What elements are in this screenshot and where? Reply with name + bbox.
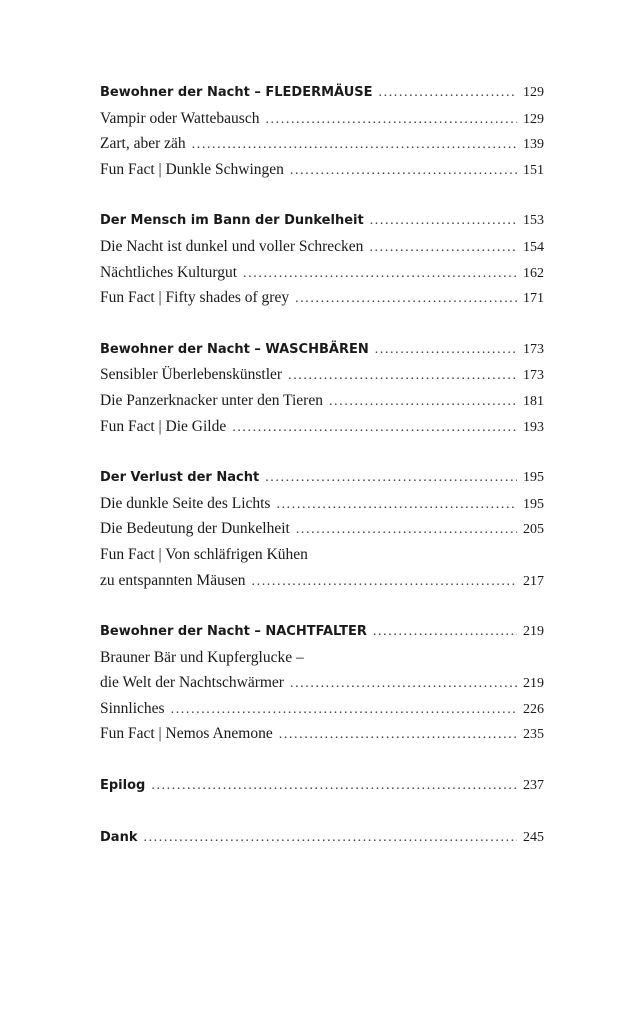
toc-entry[interactable] — [100, 157, 544, 183]
toc-entry[interactable] — [100, 106, 544, 132]
dot-leader — [290, 158, 517, 184]
toc-entry[interactable] — [100, 491, 544, 517]
toc-entry-title: Fun Fact | Die Gilde — [100, 417, 227, 435]
toc-entry[interactable] — [100, 234, 544, 260]
toc-page-number: 193 — [523, 419, 544, 435]
toc-page-number: 173 — [523, 368, 544, 384]
toc-entry[interactable] — [100, 285, 544, 311]
toc-page-number: 181 — [523, 393, 544, 409]
toc-section — [100, 80, 544, 182]
toc-entry-title: Sensibler Überlebenskünstler — [100, 366, 283, 384]
toc-entry-title: die Welt der Nachtschwärmer — [100, 674, 284, 692]
toc-entry-title: Die Nacht ist dunkel und voller Schrecken — [100, 237, 364, 255]
toc-entry[interactable] — [100, 362, 544, 388]
dot-leader — [265, 465, 517, 491]
toc-chapter-entry[interactable] — [100, 825, 544, 851]
dot-leader — [290, 671, 517, 697]
toc-page-number: 129 — [523, 111, 544, 127]
dot-leader — [373, 619, 517, 645]
toc-entry-title: Sinnliches — [100, 699, 165, 717]
toc-entry-title: zu entspannten Mäusen — [100, 571, 246, 589]
toc-entry-title: Bewohner der Nacht – FLEDERMÄUSE — [100, 85, 373, 100]
toc-entry-title: Dank — [100, 829, 138, 845]
dot-leader — [265, 107, 517, 133]
dot-leader — [370, 208, 517, 234]
toc-page-number: 129 — [523, 85, 544, 100]
dot-leader — [243, 261, 517, 287]
toc-chapter-entry[interactable] — [100, 208, 544, 234]
toc-page-number: 237 — [523, 778, 544, 794]
toc-section — [100, 619, 544, 747]
dot-leader — [369, 235, 517, 261]
toc-page-number: 151 — [523, 162, 544, 178]
toc-entry-title: Die dunkle Seite des Lichts — [100, 494, 271, 512]
dot-leader — [296, 517, 517, 543]
toc-page-number: 139 — [523, 137, 544, 153]
dot-leader — [279, 722, 517, 748]
toc-section — [100, 208, 544, 310]
toc-entry[interactable] — [100, 516, 544, 542]
toc-entry[interactable] — [100, 670, 544, 696]
toc-page-number: 162 — [523, 265, 544, 281]
toc-section — [100, 337, 544, 439]
dot-leader — [379, 80, 518, 106]
toc-page-number: 173 — [523, 341, 544, 357]
toc-entry[interactable] — [100, 260, 544, 286]
dot-leader — [192, 132, 517, 158]
toc-entry-title: Nächtliches Kulturgut — [100, 263, 238, 281]
toc-entry[interactable] — [100, 696, 544, 722]
toc-entry[interactable] — [100, 131, 544, 157]
toc-entry-title: Fun Fact | Nemos Anemone — [100, 725, 273, 743]
toc-entry[interactable] — [100, 388, 544, 414]
toc-chapter-entry[interactable] — [100, 619, 544, 645]
toc-page-number: 245 — [523, 829, 544, 845]
dot-leader — [151, 773, 517, 799]
toc-chapter-entry[interactable] — [100, 337, 544, 363]
toc-entry[interactable] — [100, 568, 544, 594]
dot-leader — [329, 389, 517, 415]
toc-section — [100, 773, 544, 799]
dot-leader — [295, 286, 517, 312]
toc-chapter-entry[interactable] — [100, 465, 544, 491]
dot-leader — [288, 363, 517, 389]
table-of-contents — [100, 80, 544, 850]
toc-chapter-entry[interactable] — [100, 80, 544, 106]
dot-leader — [375, 337, 517, 363]
toc-section — [100, 465, 544, 593]
toc-page-number: 195 — [523, 470, 544, 486]
toc-entry-title: Fun Fact | Von schläfrigen Kühen — [100, 545, 308, 563]
toc-section — [100, 825, 544, 851]
toc-entry-title: Epilog — [100, 778, 146, 794]
toc-entry-title: Die Panzerknacker unter den Tieren — [100, 391, 323, 409]
toc-page-number: 153 — [523, 213, 544, 229]
toc-entry[interactable] — [100, 721, 544, 747]
toc-entry-title: Zart, aber zäh — [100, 135, 186, 153]
dot-leader — [252, 569, 518, 595]
dot-leader — [171, 697, 517, 723]
toc-page-number: 235 — [523, 727, 544, 743]
toc-entry[interactable] — [100, 645, 544, 671]
toc-entry-title: Der Verlust der Nacht — [100, 470, 260, 486]
dot-leader — [232, 415, 517, 441]
toc-entry-title: Bewohner der Nacht – WASCHBÄREN — [100, 341, 369, 357]
toc-entry-title: Der Mensch im Bann der Dunkelheit — [100, 213, 364, 229]
toc-page-number: 217 — [523, 573, 544, 589]
toc-entry-title: Fun Fact | Fifty shades of grey — [100, 289, 290, 307]
toc-page-number: 219 — [523, 676, 544, 692]
dot-leader — [276, 492, 517, 518]
toc-entry-title: Die Bedeutung der Dunkelheit — [100, 520, 290, 538]
toc-page-number: 226 — [523, 701, 544, 717]
toc-page-number: 205 — [523, 522, 544, 538]
dot-leader — [143, 825, 517, 851]
toc-page-number: 154 — [523, 239, 544, 255]
toc-entry-title: Bewohner der Nacht – NACHTFALTER — [100, 624, 367, 640]
toc-entry-title: Vampir oder Wattebausch — [100, 109, 260, 127]
toc-entry-title: Brauner Bär und Kupferglucke – — [100, 648, 304, 666]
toc-entry-title: Fun Fact | Dunkle Schwingen — [100, 160, 284, 178]
toc-entry[interactable] — [100, 414, 544, 440]
toc-page-number: 195 — [523, 496, 544, 512]
toc-entry[interactable] — [100, 542, 544, 568]
toc-chapter-entry[interactable] — [100, 773, 544, 799]
toc-page-number: 219 — [523, 624, 544, 640]
toc-page-number: 171 — [523, 291, 544, 307]
